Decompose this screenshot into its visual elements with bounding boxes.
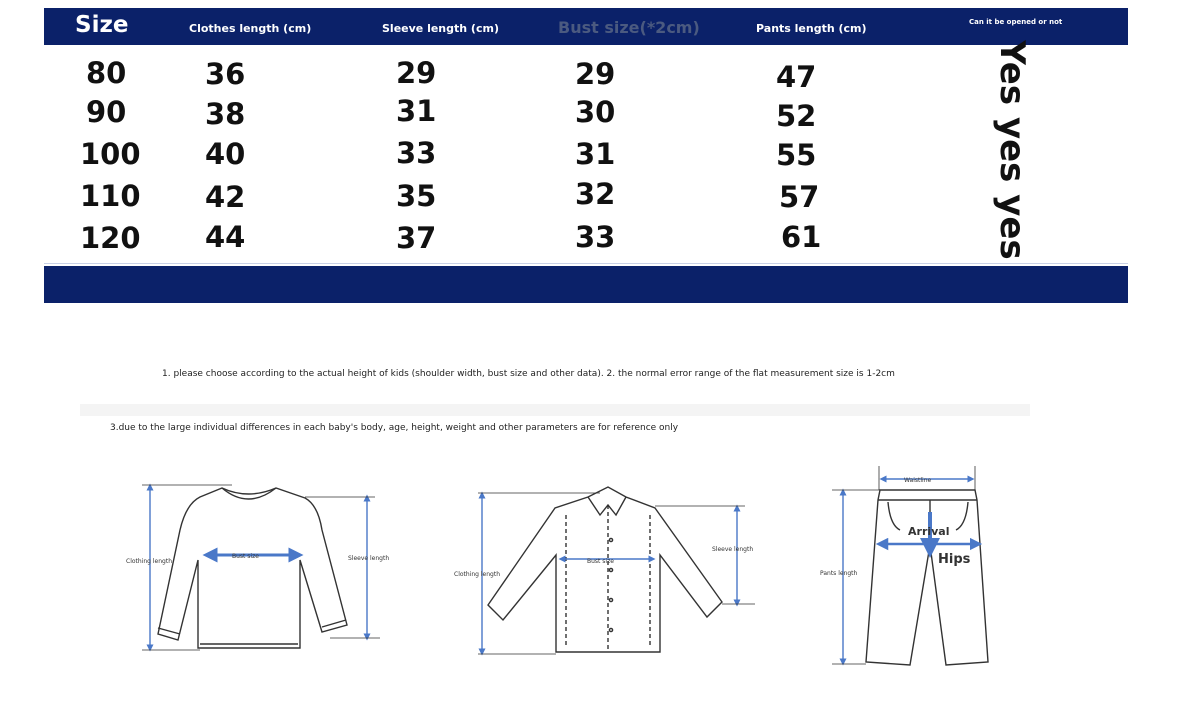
shirt-bust-label: Bust size — [587, 558, 614, 565]
header-bust-size: Bust size(*2cm) — [558, 18, 700, 37]
cell-clothes: 42 — [205, 180, 246, 214]
header-size: Size — [75, 12, 129, 38]
cell-size: 110 — [80, 179, 141, 213]
cell-pants: 55 — [776, 138, 817, 172]
header-clothes-length: Clothes length (cm) — [189, 22, 312, 35]
note-line-2: 3.due to the large individual differences in each baby's body, age, height, weight and other parameters are for reference only — [110, 423, 679, 433]
cell-size: 100 — [80, 137, 141, 171]
cell-clothes: 40 — [205, 137, 246, 171]
sweater-illustration — [158, 488, 347, 648]
cell-clothes: 36 — [205, 57, 246, 91]
sweater-bust-label: Bust size — [232, 553, 259, 560]
cell-size: 120 — [80, 221, 141, 255]
cell-bust: 29 — [575, 57, 616, 91]
cell-size: 80 — [86, 56, 127, 90]
shirt-dimensions — [478, 493, 755, 654]
shirt-illustration — [488, 487, 722, 652]
cell-pants: 52 — [776, 99, 817, 133]
cell-bust: 30 — [575, 95, 616, 129]
cell-clothes: 38 — [205, 97, 246, 131]
cell-bust: 33 — [575, 220, 616, 254]
header-pants-length: Pants length (cm) — [756, 22, 867, 35]
cell-sleeve: 33 — [396, 136, 437, 170]
cell-pants: 61 — [781, 220, 822, 254]
sweater-sleeve-label: Sleeve length — [348, 555, 390, 562]
shirt-length-label: Clothing length — [454, 571, 500, 578]
cell-sleeve: 29 — [396, 56, 437, 90]
header-can-open: Can it be opened or not — [969, 18, 1063, 26]
cell-pants: 57 — [779, 180, 820, 214]
cell-pants: 47 — [776, 60, 817, 94]
pants-rise-label: Arrival — [908, 525, 950, 538]
cell-size: 90 — [86, 95, 127, 129]
cell-sleeve: 37 — [396, 221, 437, 255]
pants-length-label: Pants length — [820, 570, 858, 577]
cell-bust: 31 — [575, 137, 616, 171]
pants-waist-label: Waistline — [904, 477, 932, 484]
can-open-value: Yes yes yes — [992, 40, 1032, 260]
cell-sleeve: 31 — [396, 94, 437, 128]
cell-sleeve: 35 — [396, 179, 437, 213]
pants-illustration — [866, 490, 988, 665]
header-sleeve-length: Sleeve length (cm) — [382, 22, 499, 35]
sweater-length-label: Clothing length — [126, 558, 172, 565]
shirt-sleeve-label: Sleeve length — [712, 546, 754, 553]
cell-clothes: 44 — [205, 220, 246, 254]
pants-hips-label: Hips — [938, 552, 971, 567]
note-line-1: 1. please choose according to the actual height of kids (shoulder width, bust size and other data). 2. the normal error range of the flat measurement size is 1-2cm — [162, 369, 895, 379]
cell-bust: 32 — [575, 177, 616, 211]
